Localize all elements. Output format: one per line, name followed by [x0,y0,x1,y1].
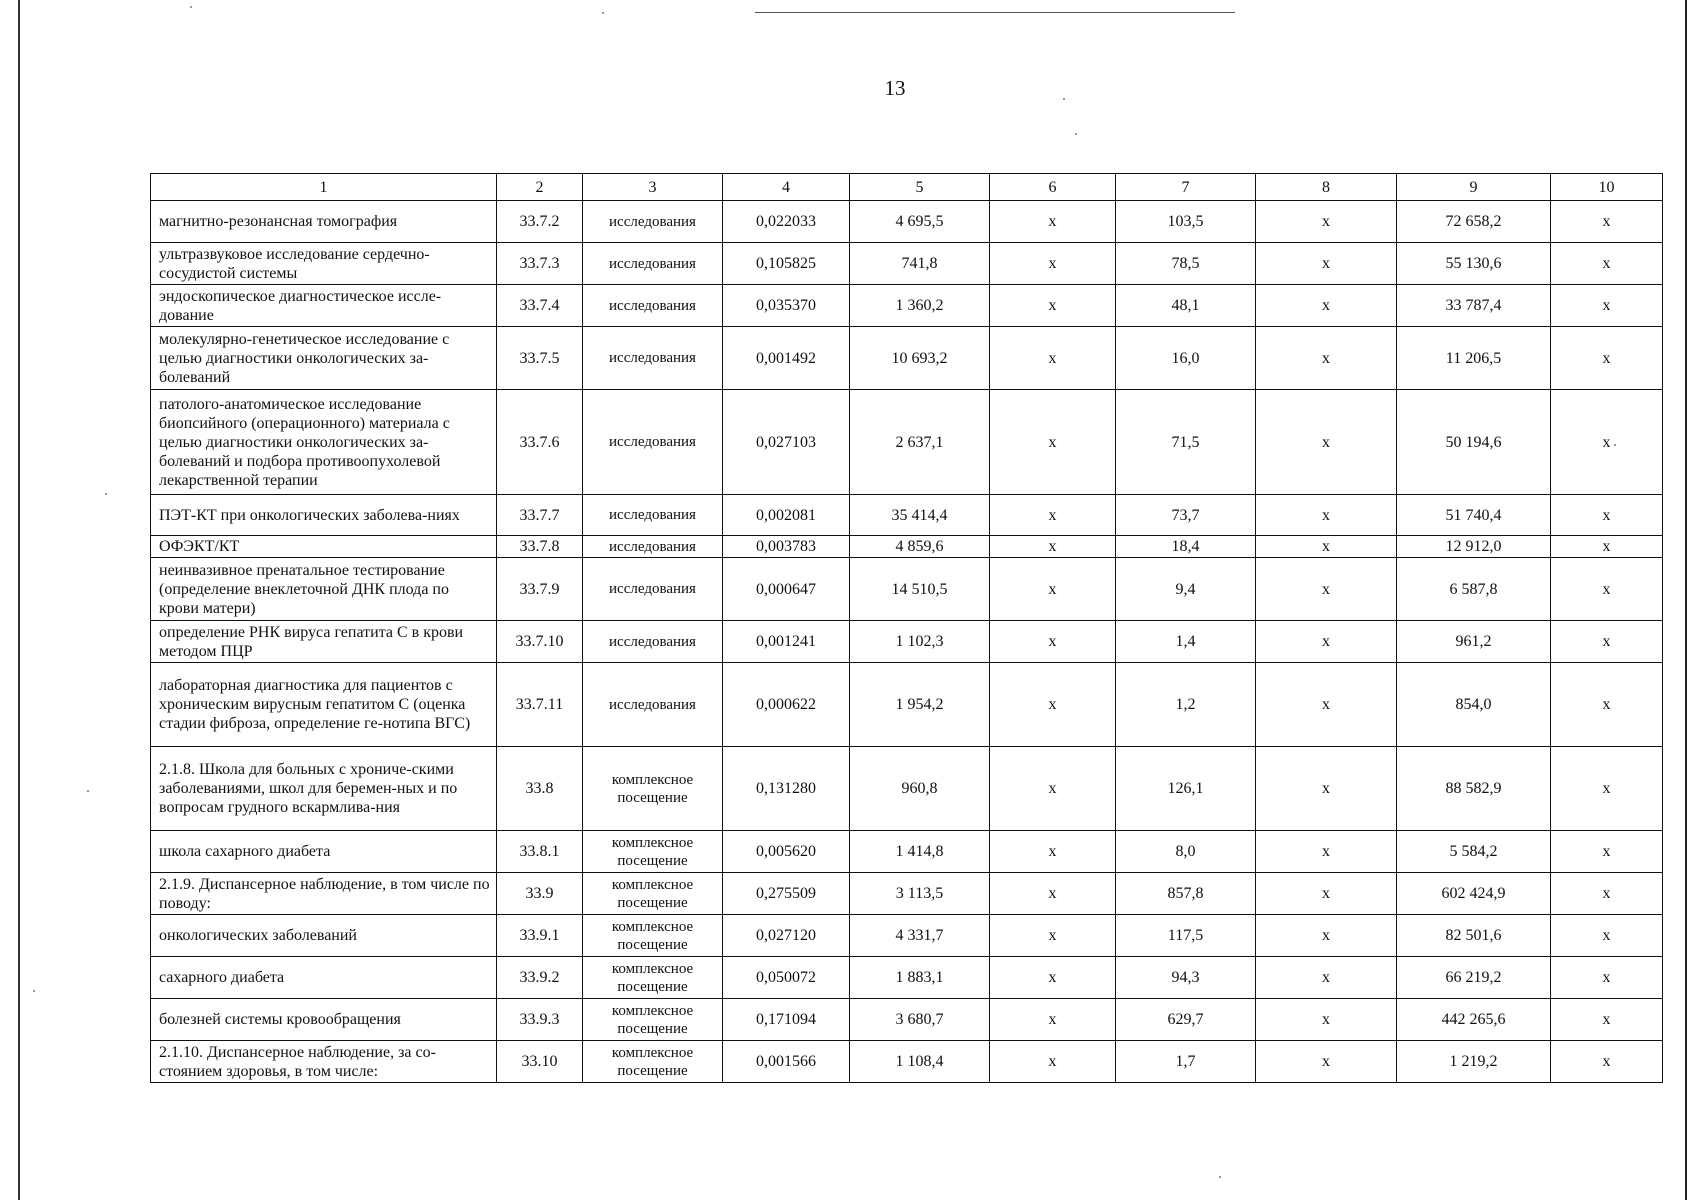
scan-speck [1614,444,1616,446]
row-col4-cell: 0,171094 [723,999,850,1041]
row-col9-cell: 12 912,0 [1397,536,1551,558]
row-col10-cell: х [1551,536,1663,558]
scan-speck [1219,1176,1221,1178]
header-row [151,174,1663,201]
row-col10-cell: х [1551,999,1663,1041]
row-col8-cell: х [1256,915,1397,957]
row-col5-cell: 1 883,1 [850,957,990,999]
row-col5-cell: 960,8 [850,747,990,831]
row-name-cell: патолого-анатомическое исследование биопсийного (операционного) материала с целью диагностики онкологических за-болеваний и подбора противоопухолевой лекарственной терапии [151,390,497,495]
table-row [151,621,1663,663]
row-col4-cell: 0,050072 [723,957,850,999]
row-col6-cell: х [990,1041,1116,1083]
row-col9-cell: 82 501,6 [1397,915,1551,957]
row-code-cell: 33.7.8 [497,536,583,558]
row-col4-cell: 0,000647 [723,558,850,621]
row-name-cell: онкологических заболеваний [151,915,497,957]
row-col6-cell: х [990,915,1116,957]
row-name-cell: 2.1.10. Диспансерное наблюдение, за со-стоянием здоровья, в том числе: [151,1041,497,1083]
row-name-cell: магнитно-резонансная томография [151,201,497,243]
row-col7-cell: 16,0 [1116,327,1256,390]
row-code-cell: 33.9.1 [497,915,583,957]
row-unit-cell: исследования [583,327,723,390]
row-name-cell: болезней системы кровообращения [151,999,497,1041]
table-row [151,873,1663,915]
row-unit-cell: комплексное посещение [583,1041,723,1083]
row-col7-cell: 629,7 [1116,999,1256,1041]
table-row [151,831,1663,873]
row-col10-cell: х [1551,621,1663,663]
row-col10-cell: х [1551,957,1663,999]
row-col10-cell: х [1551,243,1663,285]
scan-speck [33,990,35,992]
row-col5-cell: 4 695,5 [850,201,990,243]
row-col6-cell: х [990,873,1116,915]
row-col10-cell: х [1551,390,1663,495]
row-col4-cell: 0,105825 [723,243,850,285]
row-col9-cell: 66 219,2 [1397,957,1551,999]
row-col9-cell: 51 740,4 [1397,495,1551,536]
row-col5-cell: 4 331,7 [850,915,990,957]
row-name-cell: школа сахарного диабета [151,831,497,873]
row-col9-cell: 33 787,4 [1397,285,1551,327]
row-col7-cell: 18,4 [1116,536,1256,558]
row-unit-cell: исследования [583,621,723,663]
row-unit-cell: комплексное посещение [583,957,723,999]
row-name-cell: 2.1.8. Школа для больных с хрониче-скими заболеваниями, школ для беремен-ных и по вопросам грудного вскармлива-ния [151,747,497,831]
column-header: 10 [1551,174,1663,201]
row-col5-cell: 1 102,3 [850,621,990,663]
table-row [151,957,1663,999]
row-code-cell: 33.7.10 [497,621,583,663]
row-col9-cell: 55 130,6 [1397,243,1551,285]
table-row [151,495,1663,536]
row-col9-cell: 602 424,9 [1397,873,1551,915]
row-col9-cell: 50 194,6 [1397,390,1551,495]
column-header: 9 [1397,174,1551,201]
row-col4-cell: 0,005620 [723,831,850,873]
row-col5-cell: 35 414,4 [850,495,990,536]
column-header: 5 [850,174,990,201]
row-code-cell: 33.7.5 [497,327,583,390]
row-name-cell: определение РНК вируса гепатита С в крови методом ПЦР [151,621,497,663]
row-code-cell: 33.7.7 [497,495,583,536]
table-row [151,243,1663,285]
scan-speck [105,493,107,495]
table-row [151,558,1663,621]
row-col8-cell: х [1256,495,1397,536]
row-col9-cell: 72 658,2 [1397,201,1551,243]
row-col7-cell: 8,0 [1116,831,1256,873]
row-col10-cell: х [1551,1041,1663,1083]
row-col8-cell: х [1256,957,1397,999]
row-name-cell: сахарного диабета [151,957,497,999]
row-name-cell: лабораторная диагностика для пациентов с хроническим вирусным гепатитом С (оценка стадии фиброза, определение ге-нотипа ВГС) [151,663,497,747]
row-col10-cell: х [1551,495,1663,536]
row-col7-cell: 73,7 [1116,495,1256,536]
row-col4-cell: 0,027103 [723,390,850,495]
scan-speck [190,6,192,8]
row-col6-cell: х [990,285,1116,327]
row-code-cell: 33.7.2 [497,201,583,243]
row-name-cell: эндоскопическое диагностическое иссле-дование [151,285,497,327]
row-name-cell: 2.1.9. Диспансерное наблюдение, в том числе по поводу: [151,873,497,915]
row-col4-cell: 0,001566 [723,1041,850,1083]
row-col6-cell: х [990,747,1116,831]
table-body [151,201,1663,1083]
row-col7-cell: 1,4 [1116,621,1256,663]
row-col8-cell: х [1256,747,1397,831]
row-name-cell: ОФЭКТ/КТ [151,536,497,558]
row-unit-cell: исследования [583,390,723,495]
row-col9-cell: 11 206,5 [1397,327,1551,390]
row-unit-cell: исследования [583,243,723,285]
row-col4-cell: 0,131280 [723,747,850,831]
row-col9-cell: 961,2 [1397,621,1551,663]
column-header: 8 [1256,174,1397,201]
row-col6-cell: х [990,957,1116,999]
row-col8-cell: х [1256,1041,1397,1083]
table-row [151,201,1663,243]
row-col4-cell: 0,275509 [723,873,850,915]
row-name-cell: ПЭТ-КТ при онкологических заболева-ниях [151,495,497,536]
table-row [151,915,1663,957]
row-col6-cell: х [990,999,1116,1041]
row-code-cell: 33.7.3 [497,243,583,285]
row-col6-cell: х [990,327,1116,390]
row-col10-cell: х [1551,285,1663,327]
column-header: 7 [1116,174,1256,201]
row-col5-cell: 2 637,1 [850,390,990,495]
table-row [151,747,1663,831]
table-row [151,999,1663,1041]
table-row [151,390,1663,495]
row-col8-cell: х [1256,201,1397,243]
column-header: 6 [990,174,1116,201]
row-col8-cell: х [1256,663,1397,747]
row-col6-cell: х [990,621,1116,663]
row-col6-cell: х [990,390,1116,495]
row-col5-cell: 1 954,2 [850,663,990,747]
row-unit-cell: комплексное посещение [583,831,723,873]
row-col5-cell: 3 113,5 [850,873,990,915]
column-header: 3 [583,174,723,201]
row-col7-cell: 126,1 [1116,747,1256,831]
row-unit-cell: комплексное посещение [583,747,723,831]
row-col6-cell: х [990,663,1116,747]
row-col5-cell: 10 693,2 [850,327,990,390]
row-col10-cell: х [1551,831,1663,873]
table-row [151,327,1663,390]
row-col10-cell: х [1551,558,1663,621]
row-col8-cell: х [1256,285,1397,327]
row-col9-cell: 6 587,8 [1397,558,1551,621]
row-col6-cell: х [990,558,1116,621]
row-unit-cell: комплексное посещение [583,999,723,1041]
row-unit-cell: комплексное посещение [583,873,723,915]
row-col5-cell: 741,8 [850,243,990,285]
row-col5-cell: 1 108,4 [850,1041,990,1083]
row-col4-cell: 0,001492 [723,327,850,390]
row-code-cell: 33.9.2 [497,957,583,999]
row-col9-cell: 854,0 [1397,663,1551,747]
row-col7-cell: 78,5 [1116,243,1256,285]
row-col8-cell: х [1256,327,1397,390]
scan-speck [1063,98,1065,100]
row-col9-cell: 5 584,2 [1397,831,1551,873]
row-code-cell: 33.7.6 [497,390,583,495]
table-row [151,285,1663,327]
row-col8-cell: х [1256,831,1397,873]
column-header: 4 [723,174,850,201]
data-table [150,173,1663,1083]
row-unit-cell: исследования [583,201,723,243]
row-col6-cell: х [990,201,1116,243]
row-col8-cell: х [1256,536,1397,558]
table-row [151,1041,1663,1083]
row-col9-cell: 442 265,6 [1397,999,1551,1041]
row-col4-cell: 0,027120 [723,915,850,957]
row-col7-cell: 71,5 [1116,390,1256,495]
row-col7-cell: 1,7 [1116,1041,1256,1083]
scan-speck [1075,133,1077,135]
row-name-cell: неинвазивное пренатальное тестирование (определение внеклеточной ДНК плода по крови матери) [151,558,497,621]
row-col4-cell: 0,003783 [723,536,850,558]
row-col4-cell: 0,035370 [723,285,850,327]
row-col5-cell: 4 859,6 [850,536,990,558]
scan-edge-left [18,0,20,1200]
scan-edge-right [1685,0,1687,1200]
row-col10-cell: х [1551,747,1663,831]
row-col8-cell: х [1256,873,1397,915]
row-col9-cell: 1 219,2 [1397,1041,1551,1083]
scan-speck [87,790,89,792]
row-col7-cell: 9,4 [1116,558,1256,621]
row-unit-cell: исследования [583,558,723,621]
row-unit-cell: исследования [583,285,723,327]
row-col7-cell: 117,5 [1116,915,1256,957]
row-col8-cell: х [1256,621,1397,663]
row-unit-cell: исследования [583,663,723,747]
column-header: 1 [151,174,497,201]
row-name-cell: ультразвуковое исследование сердечно-сосудистой системы [151,243,497,285]
row-col6-cell: х [990,495,1116,536]
row-col7-cell: 94,3 [1116,957,1256,999]
top-rule [755,12,1235,13]
row-col8-cell: х [1256,243,1397,285]
row-col6-cell: х [990,536,1116,558]
row-unit-cell: исследования [583,495,723,536]
row-code-cell: 33.7.9 [497,558,583,621]
row-col4-cell: 0,000622 [723,663,850,747]
page-number: 13 [884,76,906,100]
row-col7-cell: 1,2 [1116,663,1256,747]
row-code-cell: 33.7.11 [497,663,583,747]
row-unit-cell: комплексное посещение [583,915,723,957]
row-col5-cell: 1 414,8 [850,831,990,873]
row-col9-cell: 88 582,9 [1397,747,1551,831]
row-col8-cell: х [1256,558,1397,621]
row-name-cell: молекулярно-генетическое исследование с целью диагностики онкологических за-болеваний [151,327,497,390]
row-col10-cell: х [1551,663,1663,747]
row-col10-cell: х [1551,873,1663,915]
table-row [151,663,1663,747]
row-col10-cell: х [1551,327,1663,390]
row-col7-cell: 103,5 [1116,201,1256,243]
row-col5-cell: 1 360,2 [850,285,990,327]
row-col8-cell: х [1256,390,1397,495]
row-col4-cell: 0,022033 [723,201,850,243]
table-row [151,536,1663,558]
row-col5-cell: 14 510,5 [850,558,990,621]
row-col4-cell: 0,002081 [723,495,850,536]
row-col10-cell: х [1551,201,1663,243]
row-col7-cell: 48,1 [1116,285,1256,327]
row-code-cell: 33.10 [497,1041,583,1083]
row-col10-cell: х [1551,915,1663,957]
row-code-cell: 33.8.1 [497,831,583,873]
scan-speck [602,12,604,14]
row-col8-cell: х [1256,999,1397,1041]
row-code-cell: 33.9.3 [497,999,583,1041]
column-header: 2 [497,174,583,201]
row-col7-cell: 857,8 [1116,873,1256,915]
row-code-cell: 33.7.4 [497,285,583,327]
row-unit-cell: исследования [583,536,723,558]
row-code-cell: 33.9 [497,873,583,915]
row-code-cell: 33.8 [497,747,583,831]
row-col6-cell: х [990,831,1116,873]
row-col5-cell: 3 680,7 [850,999,990,1041]
row-col4-cell: 0,001241 [723,621,850,663]
row-col6-cell: х [990,243,1116,285]
